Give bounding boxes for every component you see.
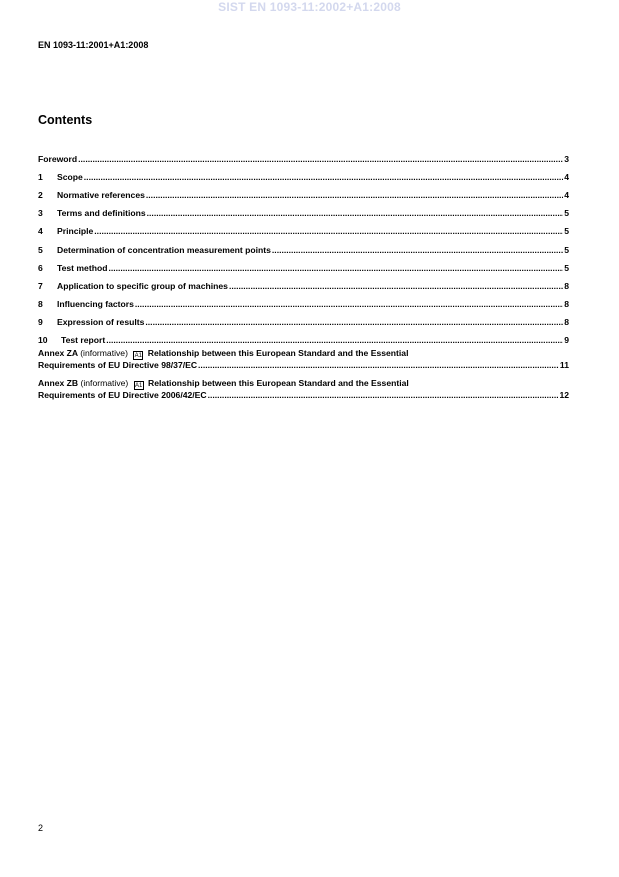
annex-title-line2: Requirements of EU Directive 2006/42/EC bbox=[38, 390, 207, 401]
toc-entry-number: 1 bbox=[38, 172, 43, 183]
toc-leader-dots bbox=[108, 263, 563, 273]
toc-leader-dots bbox=[94, 226, 563, 236]
toc-leader-dots bbox=[84, 172, 563, 182]
toc-entry-page: 5 bbox=[564, 262, 569, 273]
toc-entry-principle[interactable] bbox=[38, 218, 569, 236]
toc-entry-number: 3 bbox=[38, 208, 43, 219]
toc-leader-dots bbox=[135, 299, 563, 309]
toc-entry-number: 9 bbox=[38, 316, 43, 327]
toc-entry-title: Principle bbox=[57, 226, 94, 237]
toc-leader-dots bbox=[146, 190, 563, 200]
toc-entry-page: 8 bbox=[564, 298, 569, 309]
toc-leader-dots bbox=[106, 335, 563, 345]
toc-entry-scope[interactable] bbox=[38, 164, 569, 182]
toc-leader-dots bbox=[208, 390, 559, 400]
annex-label: Annex ZB bbox=[38, 378, 79, 389]
annex-label: Annex ZA bbox=[38, 348, 78, 359]
toc-entry-title: Expression of results bbox=[57, 316, 145, 327]
toc-entry-title: Test method bbox=[57, 262, 108, 273]
toc-entry-expression-of-results[interactable] bbox=[38, 309, 569, 327]
toc-entry-number: 8 bbox=[38, 298, 43, 309]
amendment-marker-icon: A1 bbox=[134, 353, 143, 360]
toc-leader-dots bbox=[78, 154, 563, 164]
toc-entry-title: Scope bbox=[57, 172, 83, 183]
toc-entry-annex-za[interactable] bbox=[38, 348, 569, 370]
toc-entry-page: 5 bbox=[564, 244, 569, 255]
toc-entry-page: 3 bbox=[564, 154, 569, 165]
annex-title-line1: Relationship between this European Standard and the Essential bbox=[148, 378, 409, 389]
toc-entry-number: 5 bbox=[38, 244, 43, 255]
toc-entry-number: 6 bbox=[38, 262, 43, 273]
toc-entry-application-to-machines[interactable] bbox=[38, 273, 569, 291]
toc-entry-number: 4 bbox=[38, 226, 43, 237]
toc-entry-foreword[interactable] bbox=[38, 146, 569, 164]
toc-entry-influencing-factors[interactable] bbox=[38, 291, 569, 309]
toc-leader-dots bbox=[198, 360, 559, 370]
annex-title-line1: Relationship between this European Standard and the Essential bbox=[147, 348, 409, 359]
toc-entry-number: 2 bbox=[38, 190, 43, 201]
toc-leader-dots bbox=[147, 208, 564, 218]
toc-entry-title: Normative references bbox=[57, 190, 145, 201]
toc-entry-page: 11 bbox=[559, 360, 569, 371]
toc-entry-page: 5 bbox=[564, 226, 569, 237]
toc-entry-test-report[interactable] bbox=[38, 327, 569, 345]
document-id: EN 1093-11:2001+A1:2008 bbox=[38, 40, 149, 50]
annex-title-line2: Requirements of EU Directive 98/37/EC bbox=[38, 360, 198, 371]
toc-entry-annex-zb[interactable] bbox=[38, 378, 569, 400]
toc-entry-title: Influencing factors bbox=[57, 298, 134, 309]
toc-entry-title: Test report bbox=[61, 335, 106, 346]
toc-entry-title: Application to specific group of machines bbox=[57, 280, 228, 291]
toc-entry-page: 9 bbox=[564, 335, 569, 346]
toc-entry-page: 4 bbox=[564, 190, 569, 201]
toc-entry-determination-of-concentration[interactable] bbox=[38, 236, 569, 254]
toc-entry-page: 5 bbox=[564, 208, 569, 219]
toc-entry-test-method[interactable] bbox=[38, 255, 569, 273]
contents-heading: Contents bbox=[38, 113, 93, 127]
toc-entry-title: Terms and definitions bbox=[57, 208, 146, 219]
toc-leader-dots bbox=[272, 245, 563, 255]
toc-leader-dots bbox=[229, 281, 563, 291]
toc-entry-page: 12 bbox=[559, 390, 569, 401]
toc-entry-page: 4 bbox=[564, 172, 569, 183]
toc-entry-number: 10 bbox=[38, 335, 48, 346]
amendment-marker-icon: A1 bbox=[134, 383, 143, 390]
table-of-contents bbox=[38, 146, 569, 400]
toc-entry-normative-references[interactable] bbox=[38, 182, 569, 200]
annex-qualifier: (informative) bbox=[80, 378, 129, 389]
toc-entry-page: 8 bbox=[564, 316, 569, 327]
annex-qualifier: (informative) bbox=[80, 348, 128, 359]
page-number: 2 bbox=[38, 823, 44, 833]
toc-entry-page: 8 bbox=[564, 280, 569, 291]
toc-entry-title: Determination of concentration measurement points bbox=[57, 244, 271, 255]
toc-entry-number: 7 bbox=[38, 280, 43, 291]
watermark: SIST EN 1093-11:2002+A1:2008 bbox=[218, 0, 401, 14]
toc-entry-terms-and-definitions[interactable] bbox=[38, 200, 569, 218]
toc-leader-dots bbox=[145, 317, 563, 327]
toc-entry-title: Foreword bbox=[38, 154, 78, 165]
